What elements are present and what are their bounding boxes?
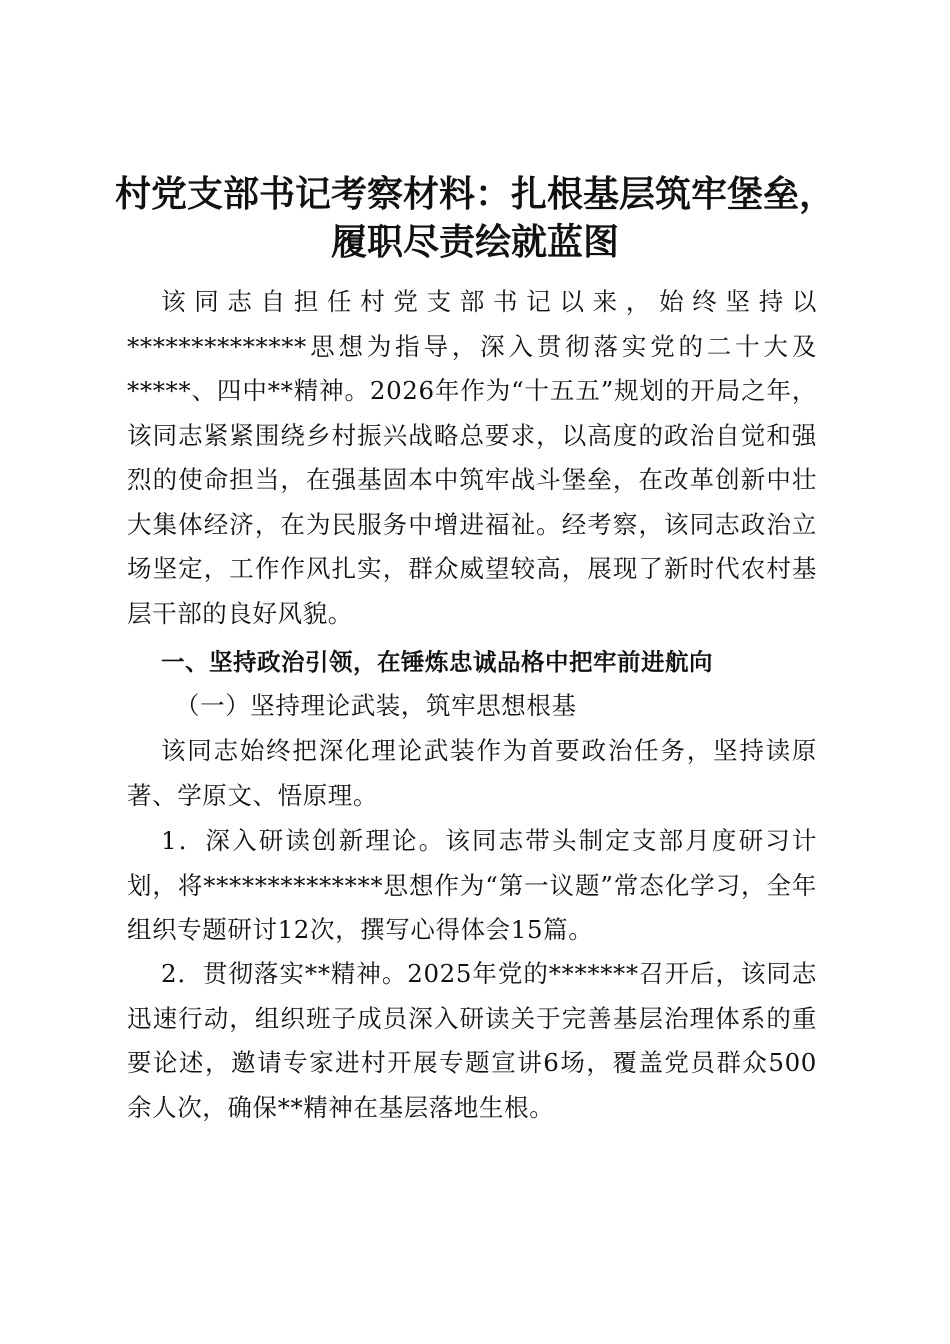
document-title-line-1: 村党支部书记考察材料：扎根基层筑牢堡垒， bbox=[114, 173, 835, 215]
subsection-heading-1: （一）坚持理论武装，筑牢思想根基 bbox=[175, 691, 577, 720]
section-heading-1: 一、坚持政治引领，在锤炼忠诚品格中把牢前进航向 bbox=[161, 648, 713, 676]
subsection-paragraph: 该同志始终把深化理论武装作为首要政治任务，坚持读原著、学原文、悟原理。 bbox=[127, 736, 817, 810]
list-item-2: 2．贯彻落实**精神。2025年党的*******召开后，该同志迅速行动，组织班子成员深入研读关于完善基层治理体系的重要论述，邀请专家进村开展专题宣讲6场，覆盖党员群众500余人次，确保**精神在基层落地生根。 bbox=[127, 959, 817, 1122]
document-title-line-2: 履职尽责绘就蓝图 bbox=[330, 221, 619, 263]
intro-paragraph: 该同志自担任村党支部书记以来，始终坚持以**************思想为指导，深入贯彻落实党的二十大及*****、四中**精神。2026年作为“十五五”规划的开局之年，该同志紧紧围绕乡村振兴战略总要求，以高度的政治自觉和强烈的使命担当，在强基固本中筑牢战斗堡垒，在改革创新中壮大集体经济，在为民服务中增进福祉。经考察，该同志政治立场坚定，工作作风扎实，群众威望较高，展现了新时代农村基层干部的良好风貌。 bbox=[127, 287, 817, 628]
list-item-1: 1．深入研读创新理论。该同志带头制定支部月度研习计划，将**************思想作为“第一议题”常态化学习，全年组织专题研讨12次，撰写心得体会15篇。 bbox=[127, 826, 817, 944]
